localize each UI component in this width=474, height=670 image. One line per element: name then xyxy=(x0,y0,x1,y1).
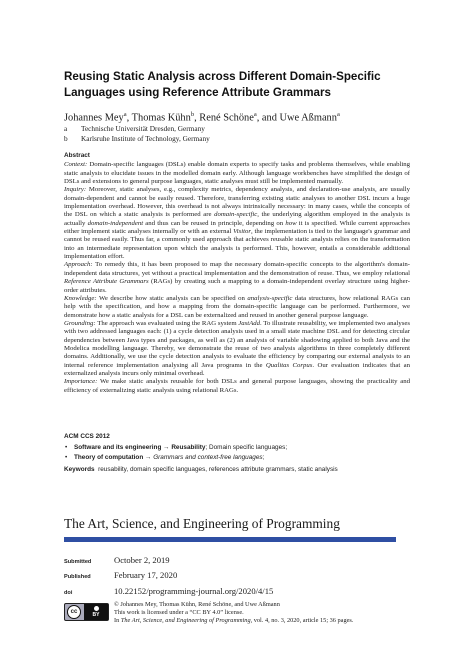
affiliation-text: Karlsruhe Institute of Technology, Germany xyxy=(81,134,210,144)
keywords-label: Keywords xyxy=(64,465,95,473)
abstract-text: . To illustrate reusability, we implemented two analyses with two addressed languages each: (1) a cycle detection analysis used in a small state machine DSL and for detecting circular dependencies between Java types and packages, as well as (2) an analysis of variable shadowing applied to both Java and the Modelica modelling language. Thereby, we demonstrate the reuse of two analysis algorithms in three completely different domains. Additionally, we use the cycle detection analysis to evaluate the efficiency by comparing our external analysis to an internal reference implementation analysing all Java programs in the xyxy=(64,319,410,369)
abstract-text: Knowledge: xyxy=(64,294,97,302)
abstract-text: , the underlying algorithm employed in the analysis is actually xyxy=(64,211,410,227)
acm-ccs-item xyxy=(74,453,410,464)
meta-key: Published xyxy=(64,574,91,580)
abstract-heading: Abstract xyxy=(64,152,90,159)
abstract-paragraph xyxy=(64,295,410,320)
author-affil-mark: a xyxy=(123,111,127,118)
author-affil-mark: b xyxy=(190,111,195,118)
acm-ccs-list xyxy=(64,443,410,464)
abstract-paragraph xyxy=(64,161,410,186)
abstract-text: domain-independent xyxy=(87,219,144,227)
license-text-run: This work is licensed under a “CC BY 4.0” license. xyxy=(114,608,244,616)
affiliation xyxy=(64,134,410,144)
acm-ccs-term: Software and its engineering xyxy=(74,443,162,451)
journal-accent-bar xyxy=(64,537,396,542)
doi-link[interactable]: 10.22152/programming-journal.org/2020/4/15 xyxy=(114,586,274,596)
license-text-run: , vol. 4, no. 3, 2020, article 15; 36 pages. xyxy=(250,616,354,624)
acm-ccs-section xyxy=(64,432,410,475)
abstract-text: , the implementation is tied to the language's grammar and cannot be reused easily. Thus far, a commonly used approach that achieves reusable static analysis relies on the transformation into an intermediate representation upon which the analysis is performed. This, however, entails a considerable additional implementation effort. xyxy=(64,228,410,261)
abstract-text: Inquiry: xyxy=(64,186,87,194)
abstract-paragraph xyxy=(64,261,410,294)
abstract-text: data structures, how relational RAGs can help with the specification, and how a mapping from the domain-specific language can be performed. Furthermore, we demonstrate how a static analysis for a DSL can be externalized and reused in another general purpose language. xyxy=(64,294,410,319)
abstract-text: (RAGs) by creating such a mapping to a domain-independent overlay structure using higher-order attributes. xyxy=(64,278,410,294)
author-separator: , xyxy=(194,112,200,124)
acm-ccs-term: → xyxy=(161,443,172,451)
license-line xyxy=(114,617,353,625)
abstract-text: Moreover, static analyses, e.g., complexity metrics, dependency analysis, and declaration-use analysis, are usually domain-dependent and cannot be easily reused. Therefore, transferring existing static analyses to another DSL incurs a huge implementation overhead. However, this overhead is not always intrinsically necessary: in many cases, while the concepts of the DSL on which a static analysis is performed are xyxy=(64,186,410,219)
abstract-text: To remedy this, it has been proposed to map the necessary domain-specific concepts to the algorithm's domain-independent data structures, yet without a practical implementation and the demonstration of reuse. Thus, we employ relational xyxy=(64,261,410,277)
abstract-text: analysis-specific xyxy=(247,294,293,302)
paper-title: Reusing Static Analysis across Different Domain-Specific Languages using Reference Attribute Grammars xyxy=(64,70,381,99)
license-text-run: The Art, Science, and Engineering of Programming xyxy=(120,616,251,624)
creative-commons-by-icon[interactable] xyxy=(64,603,109,621)
affiliation-label: a xyxy=(64,124,68,133)
abstract-text: Grounding: xyxy=(64,319,96,327)
journal-name: The Art, Science, and Engineering of Programming xyxy=(64,516,340,531)
abstract-text: JastAdd xyxy=(238,319,261,327)
acm-ccs-term: Grammars and context-free languages xyxy=(153,454,263,461)
license-line xyxy=(114,601,353,609)
acm-ccs-heading: ACM CCS 2012 xyxy=(64,433,110,440)
person-icon xyxy=(94,606,99,611)
meta-submitted xyxy=(64,555,410,565)
acm-ccs-item xyxy=(74,443,410,454)
author-name: René Schöne xyxy=(199,112,254,124)
abstract xyxy=(64,152,410,395)
abstract-text: Importance: xyxy=(64,378,98,386)
abstract-text: Domain-specific languages (DSLs) enable domain experts to specify tasks and problems themselves, while enabling static analysis to elucidate issues in the modelled domain early. Although language workbenches have simplified the design of DSLs and extensions to general purpose languages, static analyses must still be implemented manually. xyxy=(64,161,410,186)
license-text-run: In xyxy=(114,616,121,624)
license-line xyxy=(114,609,353,617)
abstract-text: how xyxy=(285,219,297,227)
acm-ccs-term: Reusability xyxy=(171,443,206,451)
author-separator: , and xyxy=(256,112,280,124)
affiliation-label: b xyxy=(64,134,68,144)
acm-ccs-term: ; xyxy=(262,454,265,461)
abstract-text: . Our evaluation indicates that an externalized analysis incurs only minimal overhead. xyxy=(64,361,410,377)
abstract-text: The approach was evaluated using the RAG system xyxy=(95,319,239,327)
abstract-body xyxy=(64,161,410,395)
abstract-text: We make static analysis reusable for both DSLs and general purpose languages, showing the practicality and efficiency of externalizing static analysis using relational RAGs. xyxy=(64,378,410,394)
abstract-text: and thus can be reused in principle, depending on xyxy=(143,219,286,227)
cc-circle-icon: cc xyxy=(67,605,81,619)
abstract-text: it is specified. While current approaches either implement static analyses internally or with an external xyxy=(64,219,410,236)
abstract-text: Reference Attribute Grammars xyxy=(64,278,149,286)
acm-ccs-term: ; Domain specific languages; xyxy=(205,443,288,451)
meta-value: October 2, 2019 xyxy=(114,555,170,565)
author-list xyxy=(64,108,410,124)
keywords xyxy=(64,465,410,476)
meta-published xyxy=(64,570,410,580)
affiliation-text: Technische Universität Dresden, Germany xyxy=(81,124,205,133)
author-affil-mark: a xyxy=(336,111,340,118)
meta-value: February 17, 2020 xyxy=(114,570,178,580)
author-affil-mark: a xyxy=(253,111,257,118)
abstract-text: Approach: xyxy=(64,261,93,269)
author-name: Johannes Mey xyxy=(64,112,124,124)
license-text xyxy=(114,601,353,625)
meta-doi xyxy=(64,586,410,596)
acm-ccs-term: → xyxy=(143,454,154,461)
abstract-text: Context: xyxy=(64,161,88,169)
abstract-text: We describe how static analysis can be specified on xyxy=(96,294,248,302)
meta-key: doi xyxy=(64,590,73,596)
affiliation xyxy=(64,124,410,134)
keywords-text: reusability, domain specific languages, references attribute grammars, static analysis xyxy=(98,465,338,473)
author-name: Thomas Kühn xyxy=(131,112,191,124)
by-badge xyxy=(84,604,108,620)
abstract-text: Visitor xyxy=(233,228,252,236)
abstract-text: domain-specific xyxy=(214,211,258,219)
meta-key: Submitted xyxy=(64,559,92,565)
affiliation-list xyxy=(64,124,410,145)
license-block xyxy=(64,601,410,625)
abstract-paragraph xyxy=(64,186,410,261)
author-name: Uwe Aßmann xyxy=(279,112,337,124)
abstract-text: Qualitas Corpus xyxy=(265,361,313,369)
author-separator: , xyxy=(126,112,132,124)
by-label: BY xyxy=(92,612,100,618)
abstract-paragraph xyxy=(64,378,410,395)
acm-ccs-term: Theory of computation xyxy=(74,454,144,461)
license-text-run: © Johannes Mey, Thomas Kühn, René Schöne, and Uwe Aßmann xyxy=(114,601,280,608)
abstract-paragraph xyxy=(64,320,410,378)
